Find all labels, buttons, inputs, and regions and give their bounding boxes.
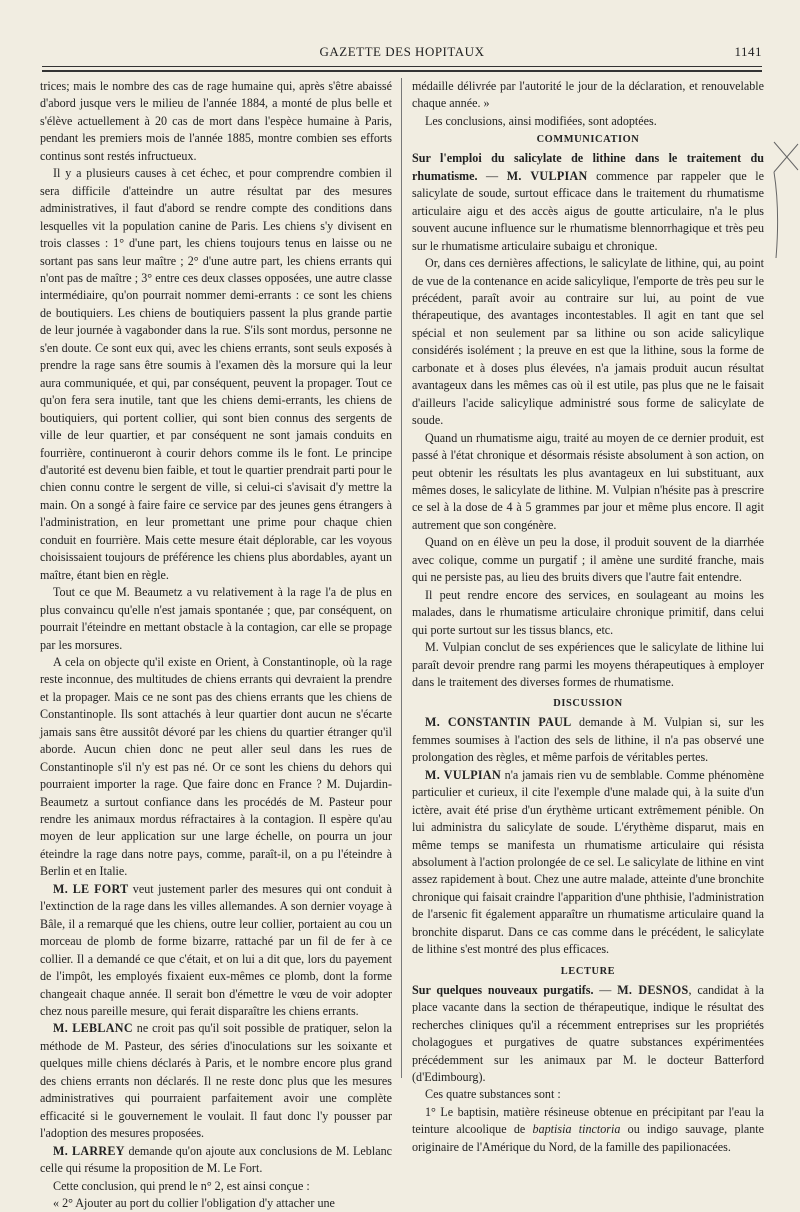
section-heading-communication: COMMUNICATION [536, 134, 640, 146]
paragraph: Les conclusions, ainsi modifiées, sont adoptées. [425, 113, 657, 128]
speaker-name: M. DESNOS [617, 982, 689, 997]
speaker-name: M. VULPIAN [425, 767, 501, 782]
communication-title: Sur l'emploi du salicylate de lithine dans le traitement du rhumatisme. [412, 151, 764, 183]
larrey-paragraph [40, 1143, 392, 1178]
latin-name: baptisia tinctoria [532, 1122, 621, 1137]
speaker-name: M. LEBLANC [53, 1021, 133, 1036]
paragraph: trices; mais le nombre des cas de rage humaine qui, après s'être abaissé d'abord jusque vers le milieu de l'année 1884, a monté de plus belle et s'élève actuellement à 20 cas de mort dans l'espèce humaine à Paris, pendant les premiers mois de l'année 1885, montre combien ses efforts continus sont restés infructueux. [40, 79, 392, 163]
page-number: 1141 [734, 44, 762, 59]
header-rule-thin [42, 66, 762, 67]
paragraph: A cela on objecte qu'il existe en Orient, à Constantinople, où la rage reste inconnue, des multitudes de chiens errants qui devraient la prendre et la propager. Mais ce ne sont pas des chiens errants que les chiens de Constantinople. Ils sont attachés à leur quartier dont aucun ne s'écarte jamais sans être aussitôt dévoré par les chiens du quartier étranger qu'il aborde. Aucun chien donc ne peut aller seul dans les rues de Constantinople s'il n'y est pas né. Or ce sont les chiens du dehors qui pourraient importer la rage. Que faire donc en France ? M. Dujardin-Beaumetz a surtout confiance dans les procédés de M. Pasteur pour rendre les animaux mordus réfractaires à la contagion. Il espère qu'au moyen de leur application sur une large échelle, on pourra un jour éteindre la rage dans notre pays, comme, paraît-il, on a pu l'éteindre à Berlin et en Italie. [40, 654, 392, 879]
paragraph: Quand un rhumatisme aigu, traité au moyen de ce dernier produit, est passé à l'état chronique et désormais résiste absolument à son action, on peut obtenir les résultats les plus avantageux en lui substituant, aux mêmes doses, le salicylate de lithine. M. Vulpian n'hésite pas à prescrire ce sel à la dose de 4 à 5 grammes par jour et même plus encore. Il agit autrement que son congénère. [412, 430, 764, 532]
header-rule-thick [42, 70, 762, 72]
speaker-text: veut justement parler des mesures qui ont conduit à l'extinction de la rage dans les villes allemandes. A son dernier voyage à Bâle, il a remarqué que les chiens, outre leur collier, portaient au cou un morceau de plomb de forme bizarre, rattaché par un fil de fer à ce collier. Il a demandé ce que c'était, et on lui a dit que, lors du payement de l'impôt, les employés fixaient eux-mêmes ce plomb, dont la forme changeait chaque année. Il serait bon d'émettre le vœu de voir adopter chez nous pareille mesure, qui ferait disparaître les chiens errants. [40, 881, 392, 1019]
right-column: médaille délivrée par l'autorité le jour de la déclaration, et renouvelable chaque année. » Les conclusions, ainsi modifiées, sont adoptées. COMMUNICATION Sur l'emploi du salicylate de lithine dans le traitement du rhumatisme. — M. VULPIAN commence par rappeler que le salicylate de soude, surtout efficace dans le traitement du rhumatisme articulaire aigu et des accès aigus de goutte articulaire, n'a le plus souvent aucune influence sur le rhumatisme blennorrhagique et très peu sur le rhumatisme articulaire subaigu et chronique. Or, dans ces dernières affections, le salicylate de lithine, qui, au point de vue de la contenance en acide salicylique, l'emporte de très peu sur le précédent, paraît avoir au contraire sur lui, au point de vue thérapeutique, des avantages incontestables. Il agit en tant que sel spécial et non seulement par sa lithine ou son acide salicylique considérés isolément ; la preuve en est que la lithine, sous la forme de carbonate et à doses plus élevées, n'a jamais produit aucun résultat avantageux dans les mêmes cas où il est utile, pas plus que ne le faisait d'ailleurs l'acide salicylique administré sous forme de salicylate de soude. Quand un rhumatisme aigu, traité au moyen de ce dernier produit, est passé à l'état chronique et désormais résiste absolument à son action, on peut obtenir les résultats les plus avantageux en lui substituant, aux mêmes doses, le salicylate de lithine. M. Vulpian n'hésite pas à prescrire ce sel à la dose de 4 à 5 grammes par jour et même plus encore. Il agit autrement que son congénère. Quand on en élève un peu la dose, il produit souvent de la diarrhée avec colique, comme un purgatif ; il amène une surdité franche, mais qui ne persiste pas, au lieu des bruits divers que l'autre fait entendre. Il peut rendre encore des services, en soulageant au moins les malades, dans le rhumatisme articulaire chronique primitif, dans celui qui porte surtout sur les tissus blancs, etc. M. Vulpian conclut de ses expériences que le salicylate de lithine lui paraît devoir prendre rang parmi les moyens thérapeutiques à employer dans le traitement des diverses formes de rhumatisme. DISCUSSION M. CONSTANTIN PAUL demande à M. Vulpian si, sur les femmes soumises à l'action des sels de lithine, il n'a pas observé une prolongation des règles, et même parfois de véritables pertes. M. VULPIAN n'a jamais rien vu de semblable. Comme phénomène particulier et curieux, il cite l'exemple d'une malade qui, à la suite d'un ictère, avait été prise d'un érythème urticant extrêmement pénible. On lui administra du salicylate de soude. L'érythème disparut, mais en même temps se manifesta un rhumatisme articulaire qui résista absolument à l'action prolongée de ce sel. Le salicylate de lithine en vint assez rapidement à bout. Chez une autre malade, atteinte d'une bronchite chronique qui faisait craindre l'apparition d'une phthisie, l'administration de l'arsenic fit également apparaître un rhumatisme articulaire quand la bronchite disparut. Dans ce cas comme dans le précédent, le salicylate de lithine s'est montré des plus efficaces. LECTURE Sur quelques nouveaux purgatifs. — M. DESNOS, candidat à la place vacante dans la section de thérapeutique, indique le résultat des recherches cliniques qu'il a récemment entreprises sur les propriétés cholagogues et purgatives de quatre substances expérimentées précédemment sur les animaux par M. le docteur Batterford (d'Edimbourg). Ces quatre substances sont : 1° Le baptisin, matière résineuse obtenue en précipitant par l'eau la teinture alcoolique de baptisia tinctoria ou indigo sauvage, plante originaire de l'Amérique du Nord, de la famille des papilionacées. [412, 78, 764, 1156]
speaker-text: ne croit pas qu'il soit possible de pratiquer, selon la méthode de M. Pasteur, des séries d'inoculations sur les soixante et quelques mille chiens déclarés à Paris, et le nombre encore plus grand des chiens errants non déclarés. Il ne reste donc plus que les mesures administratives qui pourraient parfaitement avoir une complète efficacité si le gouvernement le voulait. Il faut donc l'y pousser par l'adoption des mesures proposées. [40, 1021, 392, 1141]
section-heading-lecture: LECTURE [560, 965, 616, 977]
speaker-name: M. LE FORT [53, 881, 129, 896]
speaker-text: commence par rappeler que le salicylate de soude, surtout efficace dans le traitement du rhumatisme articulaire aigu et des accès aigus de goutte articulaire, n'a le plus souvent aucune influence sur le rhumatisme blennorrhagique et très peu sur le rhumatisme articulaire subaigu et chronique. [412, 168, 764, 253]
speaker-text: , candidat à la place vacante dans la section de thérapeutique, indique le résultat des recherches cliniques qu'il a récemment entreprises sur les propriétés cholagogues et purgatives de quatre substances expérimentées précédemment sur les animaux par M. le docteur Batterford (d'Edimbourg). [412, 982, 765, 1085]
leblanc-paragraph [40, 1020, 392, 1142]
le-fort-paragraph [40, 881, 392, 1021]
speaker-name: M. VULPIAN [506, 168, 588, 183]
vulpian-paragraph [412, 767, 764, 959]
pen-mark [772, 140, 800, 260]
paragraph: Quand on en élève un peu la dose, il produit souvent de la diarrhée avec colique, comme un purgatif ; il amène une surdité franche, mais qui ne persiste pas, au lieu des bruits divers que l'autre fait entendre. [412, 535, 764, 585]
paragraph: Ces quatre substances sont : [425, 1087, 561, 1102]
column-separator [401, 78, 402, 1078]
paragraph: Or, dans ces dernières affections, le salicylate de lithine, qui, au point de vue de la contenance en acide salicylique, l'emporte de très peu sur le précédent, paraît avoir au contraire sur lui, au point de vue thérapeutique, des avantages incontestables. Il agit en tant que sel spécial et non seulement par sa lithine ou son acide salicylique considérés isolément ; la preuve en est que la lithine, sous la forme de carbonate et à doses plus élevées, n'a jamais produit aucun résultat avantageux dans les mêmes cas où il est utile, pas plus que ne le faisait d'ailleurs l'acide salicylique administré sous forme de salicylate de soude. [412, 256, 764, 428]
page-header [42, 44, 762, 64]
paragraph: Il y a plusieurs causes à cet échec, et pour comprendre combien il sera difficile d'atteindre un autre résultat par des mesures administratives, il faut d'abord se rendre compte des conditions dans lesquelles vit la population canine de Paris. Les chiens s'y divisent en trois classes : 1° d'une part, les chiens toujours tenus en laisse ou ne sortant pas sans leur maître ; 2° d'une autre part, les chiens errants qui n'ont pas de maître ; 3° entre ces deux classes opposées, une autre classe intermédiaire, qu'on pourrait nommer demi-errants : ce sont les chiens de boutiquiers. Les chiens de boutiquiers passent la plus grande partie de leur journée à vagabonder dans la rue. S'ils sont mordus, personne ne s'en doute. Ce sont eux qui, avec les chiens errants, sont seuls exposés à prendre la rage sans être soumis à l'examen dès la morsure qui la leur aura communiquée, et qui, par conséquent, peuvent la propager. Tout ce qu'on fera sera inutile, tant que les chiens demi-errants, les chiens de boutiquiers, qui portent collier, qui sont bien connus des sergents de ville de leur quartier, et par conséquent ne sont jamais conduits en fourrière, continueront à courir dehors comme ils le font. Le principe d'autorité est devenu bien faible, et tout le quartier prendrait parti pour le chien connu contre le sergent de ville, si celui-ci s'avisait d'y mettre la main. On a songé à faire faire ce service par des jeunes gens étrangers à l'administration, en leur promettant une prime pour chaque chien conduit en fourrière. Mais cette mesure était déplorable, car les voyous choisissaient toujours de préférence les chiens plus abordables, ayant un maître, étant bien en règle. [40, 166, 392, 582]
speaker-text: demande qu'on ajoute aux conclusions de M. Leblanc celle qui résume la proposition de M. Le Fort. [40, 1143, 392, 1176]
list-item [412, 1104, 764, 1156]
paragraph: Cette conclusion, qui prend le n° 2, est ainsi conçue : [53, 1178, 310, 1193]
quote: « 2° Ajouter au port du collier l'obligation d'y attacher une [53, 1196, 335, 1210]
left-column [40, 78, 392, 1212]
paul-paragraph [412, 714, 764, 766]
speaker-name: M. LARREY [53, 1143, 125, 1158]
speaker-text: demande à M. Vulpian si, sur les femmes soumises à l'action des sels de lithine, il n'a pas observé une prolongation des règles, et même parfois de véritables pertes. [412, 715, 765, 765]
paragraph: médaille délivrée par l'autorité le jour de la déclaration, et renouvelable chaque année. » [412, 79, 764, 111]
item-text: ou indigo sauvage, plante originaire de l'Amérique du Nord, de la famille des papilionacées. [412, 1122, 765, 1154]
paragraph: M. Vulpian conclut de ses expériences que le salicylate de lithine lui paraît devoir prendre rang parmi les moyens thérapeutiques à employer dans le traitement des diverses formes de rhumatisme. [412, 640, 764, 689]
journal-title: GAZETTE DES HOPITAUX [319, 44, 485, 59]
item-text: 1° Le baptisin, matière résineuse obtenue en précipitant par l'eau la teinture alcoolique de [412, 1104, 764, 1137]
section-heading-discussion: DISCUSSION [553, 698, 623, 710]
speaker-name: M. CONSTANTIN PAUL [425, 715, 572, 730]
paragraph: Il peut rendre encore des services, en soulageant au moins les malades, dans le rhumatisme articulaire chronique primitif, dans celui qui porte surtout sur les tissus blancs, etc. [412, 587, 764, 637]
speaker-text: n'a jamais rien vu de semblable. Comme phénomène particulier et curieux, il cite l'exemple d'une malade qui, à la suite d'un ictère, avait été prise d'un érythème urticant extrêmement pénible. On lui administra du salicylate de soude. L'érythème disparut, mais en même temps se manifesta un rhumatisme articulaire qui résista absolument à l'action prolongée de ce sel. Le salicylate de lithine en vint assez rapidement à bout. Chez une autre malade, atteinte d'une bronchite chronique qui faisait craindre l'apparition d'une phthisie, l'administration de l'arsenic fit également apparaître un rhumatisme articulaire quand la bronchite disparut. Dans ce cas comme dans le précédent, le salicylate de lithine s'est montré des plus efficaces. [412, 767, 764, 957]
paragraph: Tout ce que M. Beaumetz a vu relativement à la rage l'a de plus en plus convaincu qu'elle n'est jamais spontanée ; que, par conséquent, on pourrait l'éteindre en mettant obstacle à la contagion, car elle se propage par les morsures. [40, 585, 392, 652]
lecture-title: Sur quelques nouveaux purgatifs. [412, 982, 594, 997]
